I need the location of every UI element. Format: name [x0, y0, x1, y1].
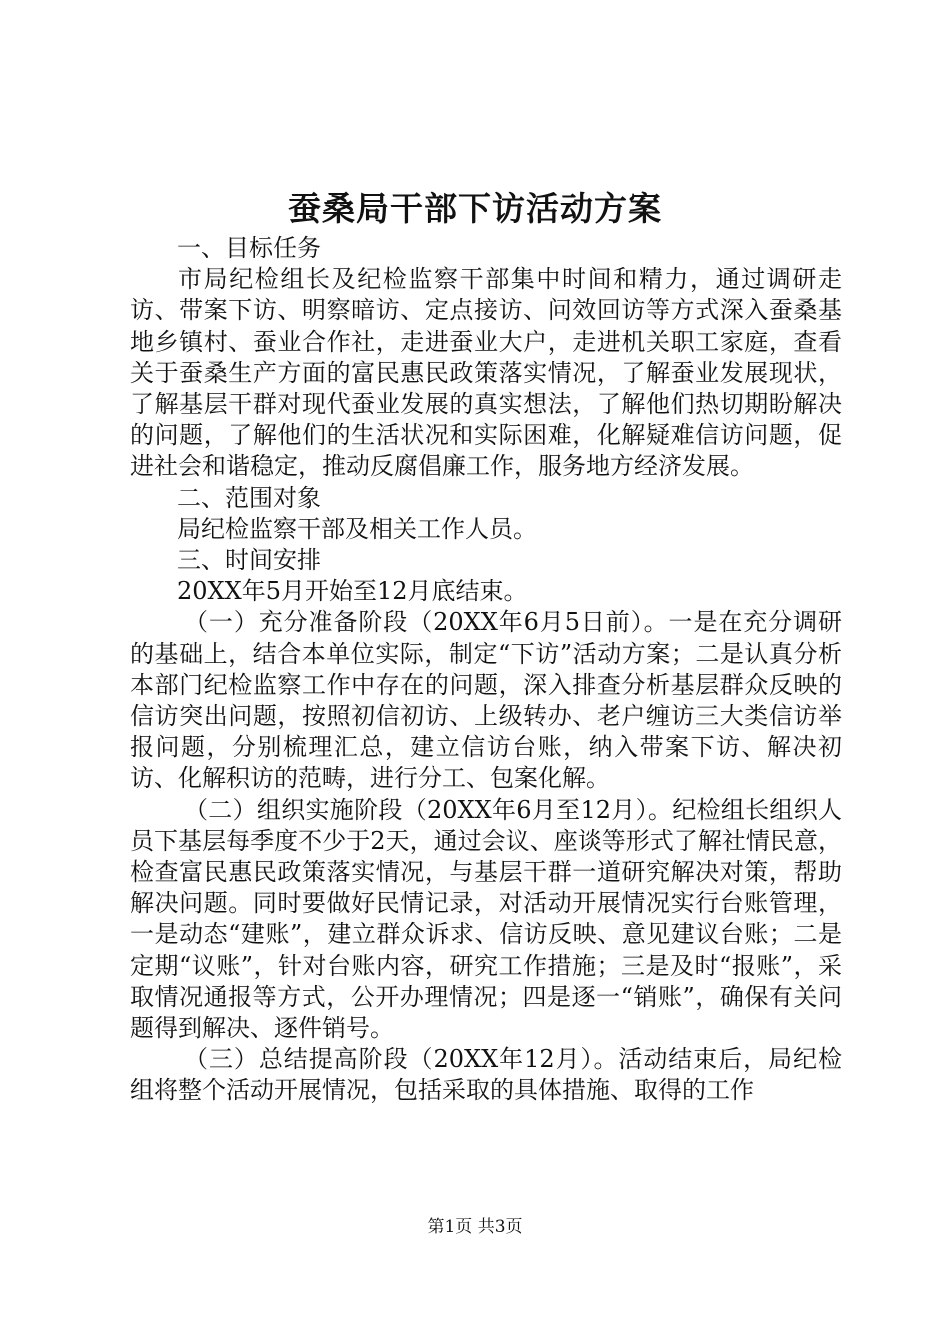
- paragraph-phase-3: （三）总结提高阶段（20XX年12月）。活动结束后，局纪检组将整个活动开展情况，包括采取的具体措施、取得的工作: [130, 1045, 842, 1105]
- page-number-footer: 第1页 共3页: [427, 1217, 523, 1237]
- document-title: 蚕桑局干部下访活动方案: [288, 189, 662, 228]
- section-heading-goals: 一、目标任务: [177, 234, 321, 262]
- document-body: [130, 233, 842, 1107]
- paragraph-scope: 局纪检监察干部及相关工作人员。: [177, 514, 537, 543]
- section-heading-scope: 二、范围对象: [177, 483, 321, 512]
- paragraph-phase-2: （二）组织实施阶段（20XX年6月至12月）。纪检组长组织人员下基层每季度不少于2天，通过会议、座谈等形式了解社情民意，检查富民惠民政策落实情况，与基层干群一道研究解决对策，帮助解决问题。同时要做好民情记录，对活动开展情况实行台账管理，一是动态“建账”，建立群众诉求、信访反映、意见建议台账；二是定期“议账”，针对台账内容，研究工作措施；三是及时“报账”，采取情况通报等方式，公开办理情况；四是逐一“销账”，确保有关问题得到解决、逐件销号。: [130, 795, 842, 1043]
- paragraph-goals: 市局纪检组长及纪检监察干部集中时间和精力，通过调研走访、带案下访、明察暗访、定点接访、问效回访等方式深入蚕桑基地乡镇村、蚕业合作社，走进蚕业大户，走进机关职工家庭，查看关于蚕桑生产方面的富民惠民政策落实情况，了解蚕业发展现状，了解基层干群对现代蚕业发展的真实想法，了解他们热切期盼解决的问题，了解他们的生活状况和实际困难，化解疑难信访问题，促进社会和谐稳定，推动反腐倡廉工作，服务地方经济发展。: [130, 265, 842, 481]
- paragraph-phase-1: （一）充分准备阶段（20XX年6月5日前）。一是在充分调研的基础上，结合本单位实际，制定“下访”活动方案；二是认真分析本部门纪检监察工作中存在的问题，深入排查分析基层群众反映的信访突出问题，按照初信初访、上级转办、老户缠访三大类信访举报问题，分别梳理汇总，建立信访台账，纳入带案下访、解决初访、化解积访的范畴，进行分工、包案化解。: [130, 608, 842, 793]
- section-heading-schedule: 三、时间安排: [177, 546, 321, 575]
- paragraph-schedule: 20XX年5月开始至12月底结束。: [177, 577, 528, 606]
